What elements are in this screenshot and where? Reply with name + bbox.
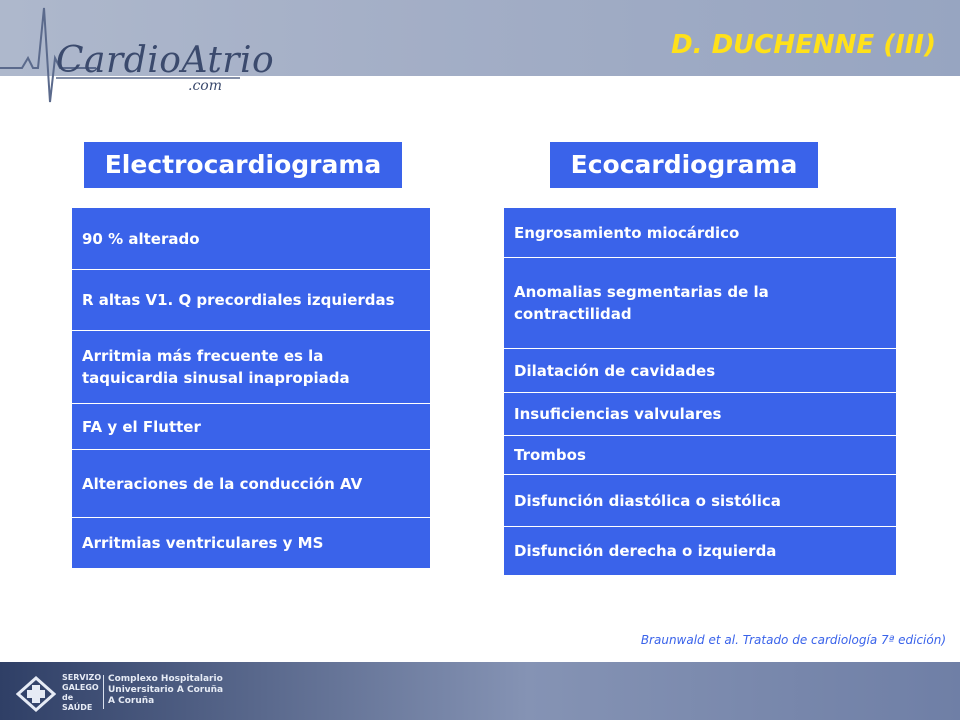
reference-citation: Braunwald et al. Tratado de cardiología 7ª edición) [640, 633, 946, 647]
sergas-name [62, 673, 102, 713]
sergas-logo [16, 676, 56, 712]
echo-findings-table [504, 208, 896, 575]
echo-row: Dilatación de cavidades [504, 349, 896, 393]
ecg-findings-table [72, 208, 430, 568]
ecg-row: 90 % alterado [72, 208, 430, 270]
sergas-emblem-icon [16, 676, 56, 712]
ecg-row: Alteraciones de la conducción AV [72, 450, 430, 518]
hospital-line: A Coruña [108, 696, 155, 706]
ecg-row: Arritmia más frecuente es la taquicardia sinusal inapropiada [72, 331, 430, 404]
logo-text: CardioAtrio [56, 40, 275, 81]
hospital-name [108, 674, 238, 707]
cardioatrio-logo [0, 0, 275, 110]
sergas-line: SERVIZO [62, 673, 102, 682]
sergas-line: GALEGO [62, 683, 99, 692]
echo-row: Anomalias segmentarias de la contractilidad [504, 258, 896, 349]
hospital-line: Complexo Hospitalario [108, 674, 223, 684]
echo-row: Engrosamiento miocárdico [504, 208, 896, 258]
footer-divider [103, 675, 104, 709]
ecg-row: R altas V1. Q precordiales izquierdas [72, 270, 430, 331]
heading-ecocardiograma: Ecocardiograma [550, 142, 818, 188]
heading-electrocardiograma: Electrocardiograma [84, 142, 402, 188]
logo-subtext: .com [188, 78, 222, 94]
ecg-row: Arritmias ventriculares y MS [82, 534, 324, 552]
ecg-row: FA y el Flutter [72, 404, 430, 450]
echo-row: Trombos [504, 436, 896, 475]
slide-title: D. DUCHENNE (III) [671, 30, 936, 60]
sergas-line: de SAÚDE [62, 693, 93, 712]
hospital-line: Universitario A Coruña [108, 685, 224, 695]
echo-row: Insuficiencias valvulares [504, 393, 896, 436]
echo-row: Disfunción derecha o izquierda [514, 542, 777, 560]
echo-row: Disfunción diastólica o sistólica [504, 475, 896, 527]
